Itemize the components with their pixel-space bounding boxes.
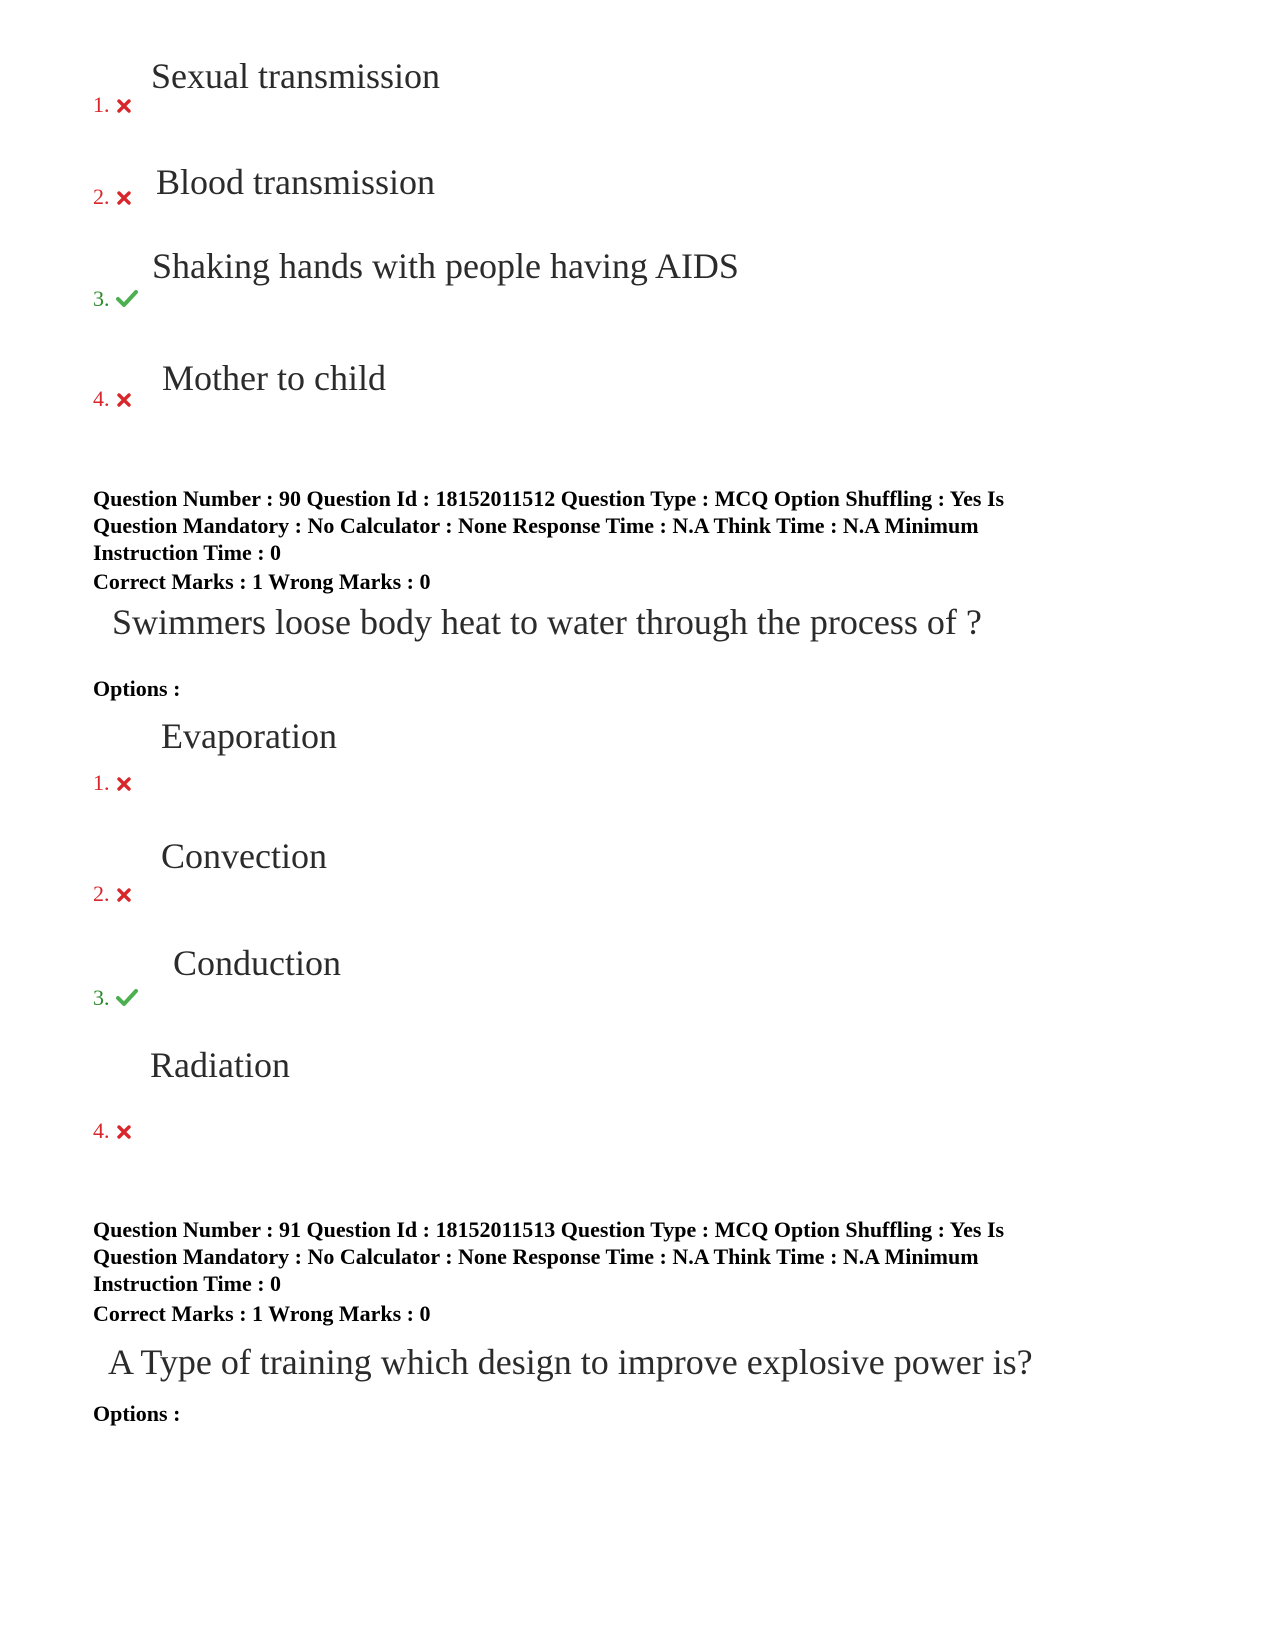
- question-meta-line-2: Question Mandatory : No Calculator : None Response Time : N.A Think Time : N.A Minimum: [93, 513, 979, 538]
- question-meta: [93, 485, 1004, 566]
- option-4-marker: [93, 388, 132, 412]
- options-label: Options :: [93, 676, 181, 701]
- option-3-number: 3.: [93, 985, 110, 1010]
- question-meta-line-2: Question Mandatory : No Calculator : None Response Time : N.A Think Time : N.A Minimum: [93, 1244, 979, 1269]
- option-3-marker: [93, 987, 138, 1011]
- option-4-marker: [93, 1120, 132, 1144]
- option-1-text: Evaporation: [161, 716, 337, 756]
- question-meta-line-1: Question Number : 91 Question Id : 18152011513 Question Type : MCQ Option Shuffling : Yes Is: [93, 1217, 1005, 1242]
- question-marks: Correct Marks : 1 Wrong Marks : 0: [93, 569, 431, 594]
- option-2-marker: [93, 883, 132, 907]
- option-1-marker: [93, 772, 132, 796]
- cross-icon: [116, 774, 132, 796]
- question-text: Swimmers loose body heat to water through the process of ?: [112, 602, 982, 642]
- option-2-number: 2.: [93, 184, 110, 209]
- question-meta-line-1: Question Number : 90 Question Id : 18152011512 Question Type : MCQ Option Shuffling : Yes Is: [93, 486, 1005, 511]
- option-2-text: Convection: [161, 836, 327, 876]
- option-1-number: 1.: [93, 770, 110, 795]
- cross-icon: [116, 96, 132, 118]
- option-1-number: 1.: [93, 92, 110, 117]
- option-2-number: 2.: [93, 881, 110, 906]
- option-3-marker: [93, 288, 138, 312]
- cross-icon: [116, 1122, 132, 1144]
- cross-icon: [116, 188, 132, 210]
- option-4-text: Mother to child: [162, 358, 386, 398]
- option-2-marker: [93, 186, 132, 210]
- option-2-text: Blood transmission: [156, 162, 436, 202]
- option-3-text: Conduction: [173, 943, 341, 983]
- option-4-text: Radiation: [150, 1045, 290, 1085]
- question-text: A Type of training which design to improve explosive power is?: [108, 1342, 1033, 1382]
- question-marks: Correct Marks : 1 Wrong Marks : 0: [93, 1301, 431, 1326]
- cross-icon: [116, 885, 132, 907]
- option-1-marker: [93, 94, 132, 118]
- question-meta: [93, 1216, 1004, 1297]
- option-4-number: 4.: [93, 1118, 110, 1143]
- options-label: Options :: [93, 1401, 181, 1426]
- option-1-text: Sexual transmission: [151, 56, 440, 96]
- option-4-number: 4.: [93, 386, 110, 411]
- question-meta-line-3: Instruction Time : 0: [93, 1271, 282, 1296]
- check-icon: [116, 290, 138, 312]
- option-3-number: 3.: [93, 286, 110, 311]
- check-icon: [116, 989, 138, 1011]
- question-meta-line-3: Instruction Time : 0: [93, 540, 282, 565]
- option-3-text: Shaking hands with people having AIDS: [152, 246, 739, 286]
- cross-icon: [116, 390, 132, 412]
